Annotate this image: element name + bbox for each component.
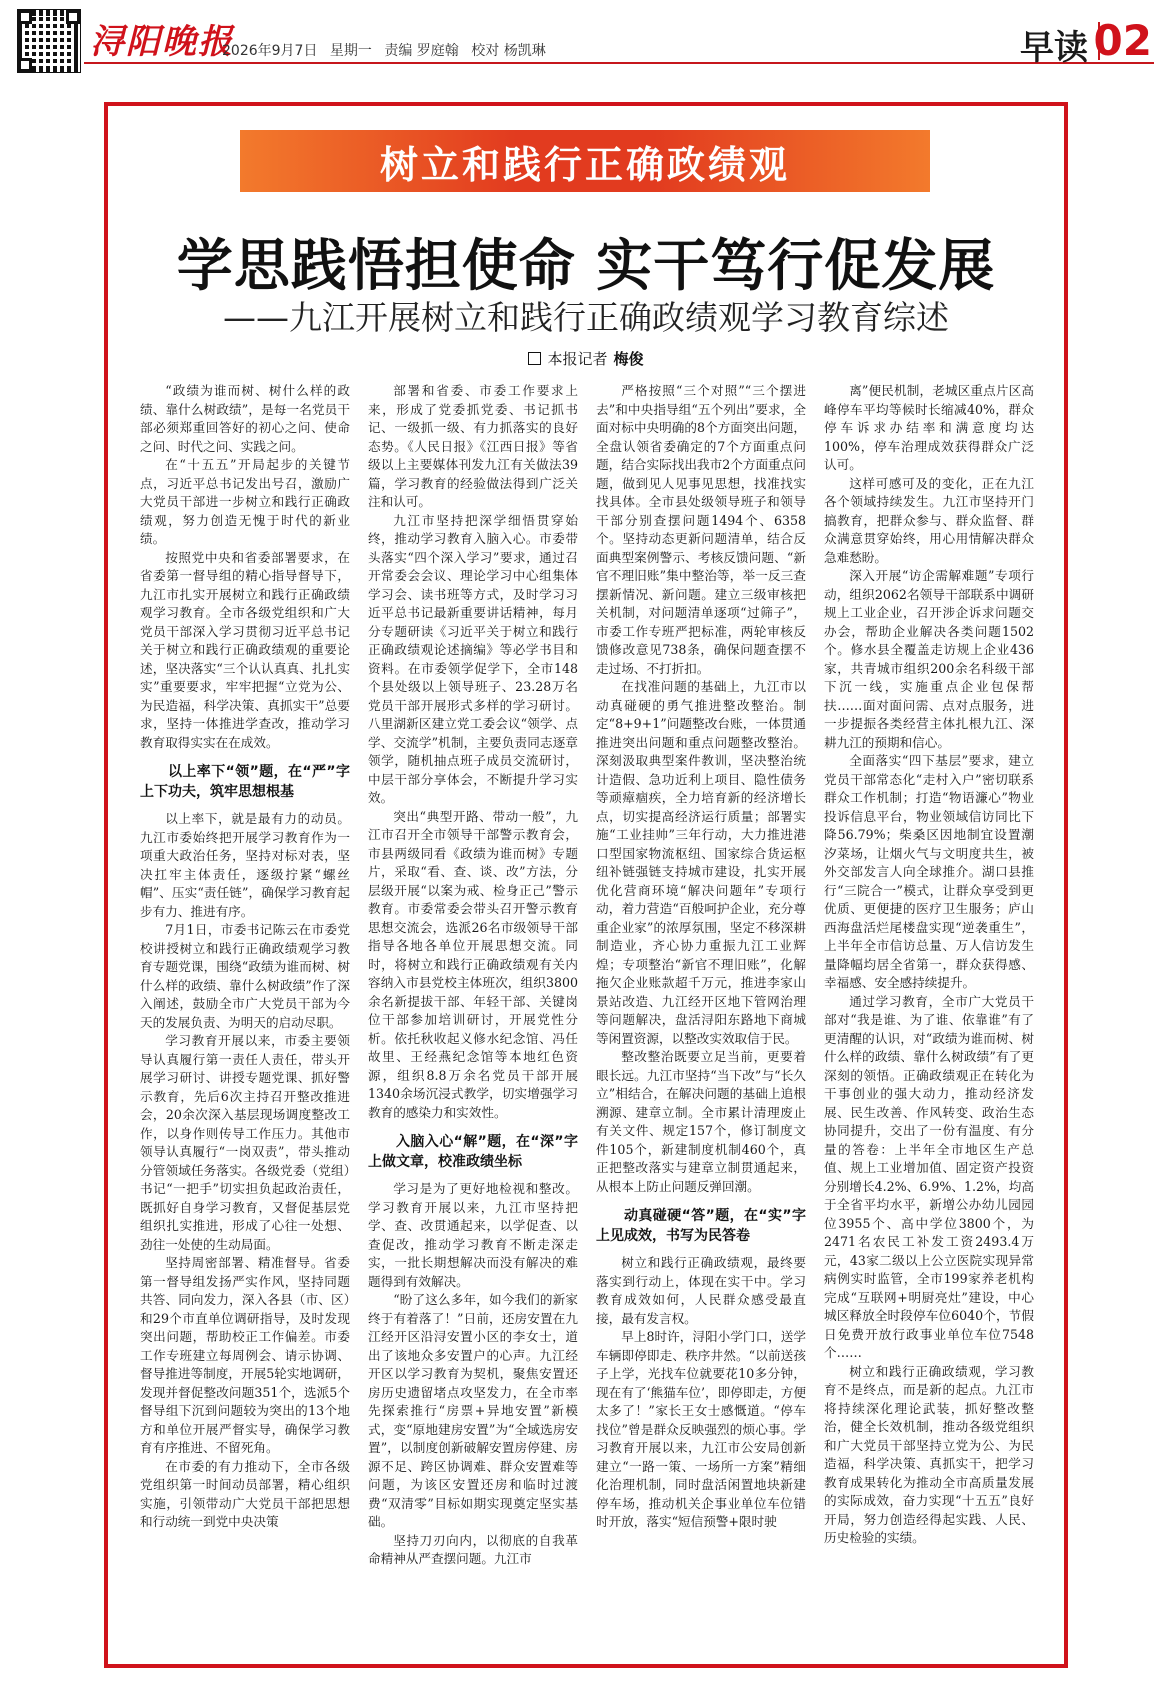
article-body xyxy=(140,382,1035,1652)
paragraph: 学习教育开展以来，市委主要领导认真履行第一责任人责任，带头开展学习研讨、讲授专题党课、抓好警示教育，先后6次主持召开整改推进会，20余次深入基层现场调度整改工作，以身作则传导工作压力。其他市领导认真履行“一岗双责”，带头推动分管领域任务落实。各级党委（党组）书记“一把手”切实担负起政治责任，既抓好自身学习教育，又督促基层党组织扎实推进，形成了心往一处想、劲往一处使的生动局面。 xyxy=(140,1033,350,1252)
paragraph: 7月1日，市委书记陈云在市委党校讲授树立和践行正确政绩观学习教育专题党课，围绕“政绩为谁而树、树什么样的政绩、靠什么树政绩”作了深入阐述，鼓励全市广大党员干部为今天的发展负责、为明天的启动尽职。 xyxy=(140,922,350,1030)
paragraph: 突出“典型开路、带动一般”，九江市召开全市领导干部警示教育会，市县两级同看《政绩为谁而树》专题片，采取“看、查、谈、改”方法，分层级开展“以案为戒、检身正己”警示教育。市委常委会带头召开警示教育思想交流会，选派26名市级领导干部指导各地各单位开展思想交流。同时，将树立和践行正确政绩观有关内容纳入市县党校主体班次，组织3800余名新提拔干部、年轻干部、关键岗位干部参加培训研讨，开展党性分析。依托秋收起义修水纪念馆、冯任故里、王经燕纪念馆等本地红色资源，组织8.8万余名党员干部开展1340余场沉浸式教学，切实增强学习教育的感染力和实效性。 xyxy=(368,808,578,1120)
paragraph: 深入开展“访企需解难题”专项行动，组织2062名领导干部联系中调研规上工业企业，召开涉企诉求问题交办会，帮助企业解决各类问题1502个。修水县全覆盖走访规上企业436家，共青城市组织200余名科级干部下沉一线，实施重点企业包保帮扶……面对面问需、点对点服务，进一步提振各类经营主体扎根九江、深耕九江的预期和信心。 xyxy=(824,568,1034,750)
topic-banner-text: 树立和践行正确政绩观 xyxy=(379,142,790,187)
editor-credit: 责编 罗庭翰 xyxy=(384,43,459,59)
paragraph: 九江市坚持把深学细悟贯穿始终，推动学习教育入脑入心。市委带头落实“四个深入学习”要求，通过召开常委会会议、理论学习中心组集体学习会、读书班等方式，及时学习习近平总书记最新重要讲话精神，每月分专题研读《习近平关于树立和践行正确政绩观论述摘编》等必学书目和资料。在市委领学促学下，全市148个县处级以上领导班子、23.28万名党员干部开展形式多样的学习研讨。八里湖新区建立党工委会议“领学、点学、交流学”机制，主要负责同志逐章领学，随机抽点班子成员交流研讨，中层干部分享体会，不断提升学习实效。 xyxy=(368,512,578,805)
paragraph: 部署和省委、市委工作要求上来，形成了党委抓党委、书记抓书记、一级抓一级、有力抓落实的良好态势。《人民日报》《江西日报》等省级以上主要媒体刊发九江有关做法39篇，学习教育的经验做法得到广泛关注和认可。 xyxy=(368,383,578,509)
paragraph: 坚持周密部署、精准督导。省委第一督导组发扬严实作风，坚持同题共答、同向发力，深入各县（市、区）和29个市直单位调研指导，及时发现突出问题，帮助校正工作偏差。市委工作专班建立每周例会、请示协调、督导推进等制度，开展5轮实地调研，发现并督促整改问题351个，选派5个督导组下沉到问题较为突出的13个地方和单位开展严督实导，确保学习教育有序推进、不留死角。 xyxy=(140,1255,350,1455)
qr-code xyxy=(18,10,80,72)
section-name: 早读 xyxy=(1020,28,1088,68)
text-column xyxy=(368,382,578,1652)
paragraph: 早上8时许，浔阳小学门口，送学车辆即停即走、秩序井然。“以前送孩子上学，光找车位就要花10多分钟，现在有了‘熊猫车位’，即停即走，方便太多了！”家长王女士感慨道。“停车找位”曾是群众反映强烈的烦心事。学习教育开展以来，九江市公安局创新建立“一路一策、一场所一方案”精细化治理机制，同时盘活闲置地块新建停车场，推动机关企事业单位车位错时开放，落实“短信预警+限时驶 xyxy=(596,1329,806,1529)
newspaper-logo: 浔阳晚报 xyxy=(90,22,234,62)
paragraph: 坚持刀刃向内，以彻底的自我革命精神从严查摆问题。九江市 xyxy=(368,1532,578,1566)
paragraph: 在找准问题的基础上，九江市以动真碰硬的勇气推进整改整治。制定“8+9+1”问题整改台账，一体贯通推进突出问题和重点问题整改整治。深刻汲取典型案件教训，坚决整治统计造假、急功近利上项目、隐性债务等顽瘴痼疾，全力培育新的经济增长点，切实提高经济运行质量；部署实施“工业挂帅”三年行动，大力推进港口型国家物流枢纽、国家综合货运枢纽补链强链支持城市建设，扎实开展优化营商环境“解决问题年”专项行动，着力营造“百般呵护企业，充分尊重企业家”的浓厚氛围，坚定不移深耕制造业，齐心协力重振九江工业辉煌；专项整治“新官不理旧账”，化解拖欠企业账款超千万元，推进李家山景站改造、九江经开区地下管网治理等问题解决，盘活浔阳东路地下商城等闲置资源，以整改实效取信于民。 xyxy=(596,679,806,1046)
paragraph: 以上率下，就是最有力的动员。九江市委始终把开展学习教育作为一项重大政治任务，坚持对标对表，坚决扛牢主体责任，逐级拧紧“螺丝帽”、压实“责任链”，确保学习教育起步有力、推进有序。 xyxy=(140,811,350,919)
paragraph: 整改整治既要立足当前，更要着眼长远。九江市坚持“当下改”与“长久立”相结合，在解决问题的基础上追根溯源、建章立制。全市累计清理废止有关文件、规定157个，修订制度文件105个，新建制度机制460个，真正把整改落实与建章立制贯通起来，从根本上防止问题反弹回潮。 xyxy=(596,1049,806,1194)
page-number: 02 xyxy=(1093,16,1152,65)
paragraph: 树立和践行正确政绩观，最终要落实到行动上，体现在实干中。学习教育成效如何，人民群众感受最直接，最有发言权。 xyxy=(596,1255,806,1326)
byline-label: 本报记者 xyxy=(547,350,608,368)
proof-credit: 校对 杨凯琳 xyxy=(471,43,546,59)
article-subheadline: ——九江开展树立和践行正确政绩观学习教育综述 xyxy=(223,298,949,337)
byline xyxy=(0,348,1172,369)
section-heading: 以上率下“领”题，在“严”字上下功夫，筑牢思想根基 xyxy=(140,764,350,800)
paragraph: 按照党中央和省委部署要求，在省委第一督导组的精心指导督导下，九江市扎实开展树立和践行正确政绩观学习教育。全市各级党组织和广大党员干部深入学习贯彻习近平总书记关于树立和践行正确政绩观的重要论述，坚决落实“三个认认真真、扎扎实实”重要要求，牢牢把握“立党为公、为民造福，科学决策、真抓实干”总要求，坚持一体推进学查改，推动学习教育取得实实在在成效。 xyxy=(140,549,350,750)
paragraph: 离”便民机制，老城区重点片区高峰停车平均等候时长缩减40%，群众停车诉求办结率和满意度均达100%，停车治理成效获得群众广泛认可。 xyxy=(824,383,1034,472)
issue-date: 2026年9月7日 xyxy=(222,43,318,59)
paragraph: 在市委的有力推动下，全市各级党组织第一时间动员部署，精心组织实施，引领带动广大党员干部把思想和行动统一到党中央决策 xyxy=(140,1458,350,1529)
paragraph: “盼了这么多年，如今我们的新家终于有着落了！”日前，还房安置在九江经开区沿浔安置小区的李女士，道出了该地众多安置户的心声。九江经开区以学习教育为契机，聚焦安置还房历史遗留堵点攻坚发力，在全市率先探索推行“房票+异地安置”新模式，变“原地建房安置”为“全域选房安置”，以制度创新破解安置房停建、房源不足、跨区协调难、群众安置难等问题，为该区安置还房和临时过渡费“双清零”目标如期实现奠定坚实基础。 xyxy=(368,1292,578,1529)
paragraph: 全面落实“四下基层”要求，建立党员干部常态化“走村入户”密切联系群众工作机制；打造“物语濂心”物业投诉信息平台，物业领域信访同比下降56.79%；柴桑区因地制宜设置潮汐菜场，让烟火气与文明度共生，被外交部发言人向全球推介。湖口县推行“三院合一”模式，让群众享受到更优质、更便捷的医疗卫生服务；庐山西海盘活烂尾楼盘实现“逆袭重生”，上半年全市信访总量、万人信访发生量降幅均居全省第一，群众获得感、幸福感、安全感持续提升。 xyxy=(824,753,1034,990)
byline-author: 梅俊 xyxy=(613,350,644,368)
text-column xyxy=(596,382,806,1652)
paragraph: 通过学习教育，全市广大党员干部对“我是谁、为了谁、依靠谁”有了更清醒的认识，对“政绩为谁而树、树什么样的政绩、靠什么树政绩”有了更深刻的领悟。正确政绩观正在转化为干事创业的强大动力，推动经济发展、民生改善、作风转变、政治生态协同提升，交出了一份有温度、有分量的答卷：上半年全市地区生产总值、规上工业增加值、固定资产投资分别增长4.2%、6.9%、1.2%，均高于全省平均水平，新增公办幼儿园园位3955个、高中学位3800个，为2471名农民工补发工资2493.4万元，43家二级以上公立医院实现异常病例实时监管，全市199家养老机构完成“互联网+明厨亮灶”建设，中心城区释放全时段停车位6040个，节假日免费开放行政事业单位车位7548个…… xyxy=(824,993,1034,1360)
article-headline: 学思践悟担使命 实干笃行促发展 xyxy=(176,234,996,299)
paragraph: 严格按照“三个对照”“三个摆进去”和中央指导组“五个列出”要求，全面对标中央明确的8个方面突出问题，全盘认领省委确定的7个方面重点问题，结合实际找出我市2个方面重点问题，做到见人见事见思想，找准找实找具体。全市县处级领导班子和领导干部分别查摆问题1494个、6358个。坚持动态更新问题清单，结合反面典型案例警示、考核反馈问题、“新官不理旧账”集中整治等，举一反三查摆新情况、新问题。建立三级审核把关机制，对问题清单逐项“过筛子”，市委工作专班严把标准，两轮审核反馈修改意见738条，确保问题查摆不走过场、不打折扣。 xyxy=(596,383,806,676)
section-heading: 动真碰硬“答”题，在“实”字上见成效，书写为民答卷 xyxy=(596,1208,806,1244)
paragraph: “政绩为谁而树、树什么样的政绩、靠什么树政绩”，是每一名党员干部必须郑重回答好的初心之问、使命之问、时代之问、实践之问。 xyxy=(140,383,350,454)
masthead xyxy=(0,0,1172,80)
paragraph: 在“十五五”开局起步的关键节点，习近平总书记发出号召，激励广大党员干部进一步树立和践行正确政绩观，努力创造无愧于时代的新业绩。 xyxy=(140,457,350,546)
paragraph: 学习是为了更好地检视和整改。学习教育开展以来，九江市坚持把学、查、改贯通起来，以学促查、以查促改，推动学习教育不断走深走实，一批长期想解决而没有解决的难题得到有效解决。 xyxy=(368,1181,578,1289)
topic-banner xyxy=(240,130,930,192)
issue-meta xyxy=(222,40,554,60)
byline-box-icon xyxy=(528,352,541,365)
text-column xyxy=(140,382,350,1652)
issue-weekday: 星期一 xyxy=(329,43,372,59)
paragraph: 这样可感可及的变化，正在九江各个领域持续发生。九江市坚持开门搞教育，把群众参与、群众监督、群众满意贯穿始终，用心用情解决群众急难愁盼。 xyxy=(824,475,1034,565)
text-column xyxy=(824,382,1034,1652)
paragraph: 树立和践行正确政绩观，学习教育不是终点，而是新的起点。九江市将持续深化理论武装，抓好整改整治，健全长效机制，推动各级党组织和广大党员干部坚持立党为公、为民造福，科学决策、真抓实干，把学习教育成果转化为推动全市高质量发展的实际成效，奋力实现“十五五”良好开局，努力创造经得起实践、人民、历史检验的实绩。 xyxy=(824,1363,1034,1545)
section-heading: 入脑入心“解”题，在“深”字上做文章，校准政绩坐标 xyxy=(368,1134,578,1170)
masthead-rule xyxy=(84,62,1154,64)
